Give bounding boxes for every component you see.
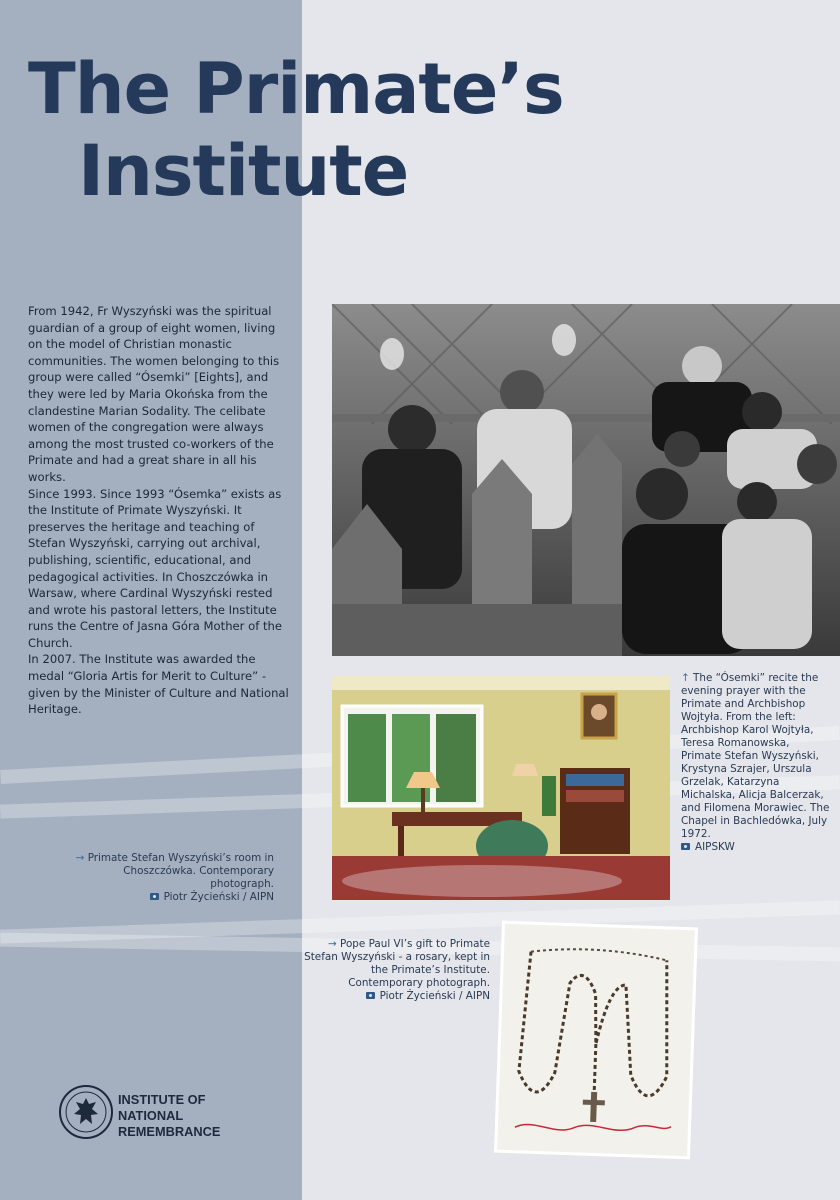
arrow-right-icon: → <box>75 852 85 864</box>
camera-icon <box>681 843 690 850</box>
caption-text: The “Ósemki” recite the evening prayer with the Primate and Archbishop Wojtyła. From the left: Archbishop Karol Wojtyła, Teresa Romanowska, Primate Stefan Wyszyński, Krystyna Szrajer, Urszula Grzelak, Katarzyna Michalska, Alicja Balcerzak, and Filomena Morawiec. The Chapel in Bachledówka, July 1972. <box>681 672 830 840</box>
camera-icon <box>150 893 159 900</box>
title-line-2: Institute <box>78 130 409 212</box>
arrow-up-icon: ↑ <box>681 672 690 684</box>
chapel-prayer-photo <box>332 304 840 656</box>
photo-credit: AIPSKW <box>695 841 735 853</box>
rosary-illustration <box>494 921 698 1160</box>
room-photo-caption <box>60 852 274 904</box>
caption-text: Pope Paul VI’s gift to Primate Stefan Wyszyński - a rosary, kept in the Primate’s Institute. Contemporary photograph. <box>304 938 490 989</box>
institute-name <box>118 1092 220 1140</box>
institute-name-line: NATIONAL <box>118 1108 184 1123</box>
room-illustration <box>332 676 670 900</box>
institute-name-line: REMEMBRANCE <box>118 1124 221 1139</box>
room-photo <box>332 676 670 900</box>
eagle-seal-icon <box>58 1084 114 1140</box>
institute-logo <box>58 1084 258 1148</box>
body-paragraph: In 2007. The Institute was awarded the medal “Gloria Artis for Merit to Culture” - given by the Minister of Culture and National Heritage. <box>28 652 289 717</box>
camera-icon <box>366 992 375 999</box>
rosary-photo <box>494 921 698 1160</box>
chapel-prayer-illustration <box>332 304 840 656</box>
rosary-photo-caption <box>302 938 490 1003</box>
body-paragraph: Since 1993. Since 1993 “Ósemka” exists as the Institute of Primate Wyszyński. It preserves the heritage and teaching of Stefan Wyszyński, carrying out archival, publishing, scientific, educational, and pedagogical activities. In Choszczówka in Warsaw, where Cardinal Wyszyński rested and wrote his pastoral letters, the Institute runs the Centre of Jasna Góra Mother of the Church. <box>28 486 283 650</box>
caption-text: Primate Stefan Wyszyński’s room in Choszczówka. Contemporary photograph. <box>87 852 274 890</box>
prayer-photo-caption <box>681 672 831 854</box>
institute-name-line: INSTITUTE OF <box>118 1092 206 1107</box>
body-text <box>28 303 290 718</box>
page-title <box>28 48 564 212</box>
photo-credit: Piotr Życieński / AIPN <box>379 990 490 1002</box>
title-line-1: The Primate’s <box>28 48 564 130</box>
body-paragraph: From 1942, Fr Wyszyński was the spiritual guardian of a group of eight women, living on the model of Christian monastic communities. The women belonging to this group were called “Ósemki” [Eights], and they were led by Maria Okońska from the clandestine Marian Sodality. The celibate women of the congregation were always among the most trusted co-workers of the Primate and had a great share in all his works. <box>28 304 280 484</box>
photo-credit: Piotr Życieński / AIPN <box>163 891 274 903</box>
arrow-right-icon: → <box>328 938 337 950</box>
